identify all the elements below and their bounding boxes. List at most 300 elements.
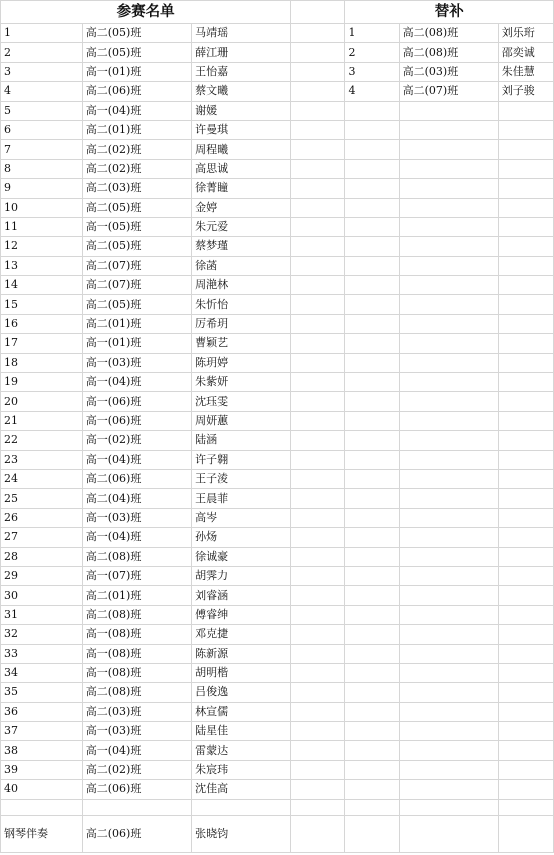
table-row (1, 256, 554, 275)
blank-cell (498, 683, 553, 702)
blank-cell (291, 217, 345, 236)
participant-number: 20 (1, 392, 83, 411)
blank-cell (498, 663, 553, 682)
participant-name: 沈珏雯 (192, 392, 291, 411)
blank-cell (498, 373, 553, 392)
participant-class: 高二(02)班 (82, 760, 191, 779)
blank-cell (399, 334, 498, 353)
participant-name: 徐诚豪 (192, 547, 291, 566)
blank-cell (345, 256, 399, 275)
blank-cell (345, 508, 399, 527)
blank-cell (498, 353, 553, 372)
blank-cell (399, 760, 498, 779)
blank-cell (345, 276, 399, 295)
participant-number: 35 (1, 683, 83, 702)
participant-name: 陈新源 (192, 644, 291, 663)
blank-cell (498, 411, 553, 430)
blank-cell (291, 469, 345, 488)
participant-number: 36 (1, 702, 83, 721)
blank-cell (399, 780, 498, 799)
blank-cell (399, 644, 498, 663)
blank-cell (345, 159, 399, 178)
blank-cell (291, 799, 345, 815)
participant-name: 高岑 (192, 508, 291, 527)
blank-cell (1, 799, 83, 815)
table-row (1, 722, 554, 741)
blank-cell (291, 62, 345, 81)
blank-cell (291, 489, 345, 508)
blank-cell (291, 276, 345, 295)
table-row (1, 334, 554, 353)
blank-cell (345, 605, 399, 624)
participant-number: 26 (1, 508, 83, 527)
participant-class: 高一(01)班 (82, 334, 191, 353)
table-row (1, 528, 554, 547)
blank-cell (399, 469, 498, 488)
blank-cell (498, 276, 553, 295)
participant-number: 38 (1, 741, 83, 760)
participant-name: 谢媛 (192, 101, 291, 120)
blank-cell (345, 644, 399, 663)
blank-cell (291, 586, 345, 605)
participant-class: 高二(08)班 (82, 605, 191, 624)
blank-cell (192, 799, 291, 815)
blank-cell (291, 780, 345, 799)
participant-name: 孙炀 (192, 528, 291, 547)
participant-name: 陆涵 (192, 431, 291, 450)
substitute-name: 邵奕诚 (498, 43, 553, 62)
blank-cell (399, 722, 498, 741)
participant-class: 高一(08)班 (82, 625, 191, 644)
participant-name: 马靖瑶 (192, 24, 291, 43)
table-row (1, 295, 554, 314)
participant-number: 28 (1, 547, 83, 566)
blank-cell (291, 815, 345, 852)
participant-class: 高二(06)班 (82, 780, 191, 799)
blank-cell (291, 120, 345, 139)
table-row (1, 547, 554, 566)
participant-number: 19 (1, 373, 83, 392)
blank-cell (291, 82, 345, 101)
blank-cell (498, 760, 553, 779)
blank-cell (291, 314, 345, 333)
blank-cell (498, 101, 553, 120)
participant-number: 25 (1, 489, 83, 508)
header-row (1, 1, 554, 24)
table-row (1, 780, 554, 799)
participant-number: 18 (1, 353, 83, 372)
blank-cell (291, 198, 345, 217)
blank-cell (291, 411, 345, 430)
blank-cell (498, 722, 553, 741)
blank-cell (498, 295, 553, 314)
blank-cell (291, 683, 345, 702)
table-row (1, 760, 554, 779)
blank-cell (498, 179, 553, 198)
participant-class: 高一(08)班 (82, 644, 191, 663)
blank-cell (399, 159, 498, 178)
participant-number: 3 (1, 62, 83, 81)
blank-cell (291, 644, 345, 663)
participant-number: 32 (1, 625, 83, 644)
blank-cell (291, 702, 345, 721)
blank-cell (399, 198, 498, 217)
participant-name: 徐菡 (192, 256, 291, 275)
participant-class: 高二(08)班 (82, 547, 191, 566)
participant-name: 朱忻怡 (192, 295, 291, 314)
participant-class: 高二(06)班 (82, 82, 191, 101)
blank-cell (498, 625, 553, 644)
blank-cell (291, 625, 345, 644)
table-row (1, 741, 554, 760)
blank-cell (291, 508, 345, 527)
table-row (1, 392, 554, 411)
blank-cell (345, 586, 399, 605)
blank-cell (345, 334, 399, 353)
blank-cell (345, 663, 399, 682)
blank-cell (399, 528, 498, 547)
blank-cell (345, 353, 399, 372)
participant-name: 蔡梦瑾 (192, 237, 291, 256)
participant-number: 31 (1, 605, 83, 624)
participant-name: 朱宸玮 (192, 760, 291, 779)
blank-cell (399, 566, 498, 585)
participant-class: 高一(03)班 (82, 353, 191, 372)
table-row (1, 508, 554, 527)
blank-cell (399, 702, 498, 721)
blank-cell (291, 334, 345, 353)
blank-cell (498, 780, 553, 799)
blank-cell (345, 625, 399, 644)
participant-name: 王子淩 (192, 469, 291, 488)
participant-name: 周程曦 (192, 140, 291, 159)
blank-cell (291, 605, 345, 624)
participant-name: 邓克捷 (192, 625, 291, 644)
participant-class: 高一(07)班 (82, 566, 191, 585)
blank-cell (345, 702, 399, 721)
blank-cell (291, 179, 345, 198)
table-row (1, 644, 554, 663)
table-row (1, 62, 554, 81)
participant-number: 23 (1, 450, 83, 469)
blank-cell (399, 120, 498, 139)
blank-cell (399, 431, 498, 450)
participant-number: 5 (1, 101, 83, 120)
participant-class: 高一(08)班 (82, 663, 191, 682)
participant-number: 10 (1, 198, 83, 217)
blank-cell (345, 237, 399, 256)
substitute-class: 高二(08)班 (399, 43, 498, 62)
blank-cell (498, 508, 553, 527)
participant-name: 陈玥婷 (192, 353, 291, 372)
table-row (1, 101, 554, 120)
blank-cell (399, 217, 498, 236)
blank-cell (291, 431, 345, 450)
blank-cell (291, 1, 345, 24)
participant-number: 9 (1, 179, 83, 198)
table-row (1, 276, 554, 295)
blank-cell (399, 489, 498, 508)
blank-cell (399, 547, 498, 566)
participant-class: 高一(04)班 (82, 373, 191, 392)
participant-class: 高二(06)班 (82, 469, 191, 488)
blank-cell (399, 605, 498, 624)
blank-cell (399, 353, 498, 372)
participant-name: 高思诚 (192, 159, 291, 178)
participant-number: 14 (1, 276, 83, 295)
table-row (1, 489, 554, 508)
blank-cell (498, 566, 553, 585)
participant-name: 薛江珊 (192, 43, 291, 62)
participant-name: 周滟林 (192, 276, 291, 295)
blank-cell (345, 198, 399, 217)
blank-cell (498, 198, 553, 217)
blank-cell (399, 799, 498, 815)
participant-number: 4 (1, 82, 83, 101)
substitutes-title: 替补 (345, 1, 554, 24)
blank-cell (498, 256, 553, 275)
participant-name: 林宣儒 (192, 702, 291, 721)
participant-name: 蔡文曦 (192, 82, 291, 101)
spacer-row (1, 799, 554, 815)
blank-cell (345, 489, 399, 508)
blank-cell (498, 140, 553, 159)
participant-class: 高二(04)班 (82, 489, 191, 508)
blank-cell (399, 237, 498, 256)
participant-name: 傅睿绅 (192, 605, 291, 624)
blank-cell (291, 528, 345, 547)
blank-cell (498, 431, 553, 450)
participant-number: 34 (1, 663, 83, 682)
participant-class: 高二(05)班 (82, 24, 191, 43)
blank-cell (291, 741, 345, 760)
blank-cell (498, 528, 553, 547)
participant-name: 金婷 (192, 198, 291, 217)
blank-cell (345, 760, 399, 779)
blank-cell (291, 663, 345, 682)
blank-cell (291, 566, 345, 585)
blank-cell (399, 179, 498, 198)
blank-cell (399, 101, 498, 120)
participant-class: 高二(02)班 (82, 159, 191, 178)
blank-cell (345, 741, 399, 760)
table-row (1, 373, 554, 392)
blank-cell (399, 140, 498, 159)
table-row (1, 586, 554, 605)
blank-cell (345, 722, 399, 741)
blank-cell (498, 644, 553, 663)
participants-title: 参赛名单 (1, 1, 291, 24)
blank-cell (498, 120, 553, 139)
participant-class: 高二(08)班 (82, 683, 191, 702)
table-row (1, 217, 554, 236)
participant-number: 21 (1, 411, 83, 430)
substitute-number: 2 (345, 43, 399, 62)
participant-name: 许曼琪 (192, 120, 291, 139)
blank-cell (345, 314, 399, 333)
participant-number: 7 (1, 140, 83, 159)
participant-class: 高二(05)班 (82, 43, 191, 62)
blank-cell (82, 799, 191, 815)
blank-cell (291, 722, 345, 741)
participant-name: 胡明楷 (192, 663, 291, 682)
blank-cell (345, 815, 399, 852)
participant-class: 高二(03)班 (82, 702, 191, 721)
participant-number: 37 (1, 722, 83, 741)
blank-cell (291, 373, 345, 392)
participant-name: 吕俊逸 (192, 683, 291, 702)
blank-cell (399, 815, 498, 852)
participant-name: 沈佳高 (192, 780, 291, 799)
participant-class: 高一(04)班 (82, 450, 191, 469)
participant-number: 6 (1, 120, 83, 139)
participant-name: 陆星佳 (192, 722, 291, 741)
blank-cell (498, 237, 553, 256)
blank-cell (498, 159, 553, 178)
blank-cell (498, 314, 553, 333)
table-row (1, 431, 554, 450)
blank-cell (291, 760, 345, 779)
blank-cell (291, 256, 345, 275)
substitute-class: 高二(08)班 (399, 24, 498, 43)
participant-class: 高一(05)班 (82, 217, 191, 236)
substitute-number: 1 (345, 24, 399, 43)
blank-cell (399, 663, 498, 682)
table-row (1, 82, 554, 101)
blank-cell (345, 528, 399, 547)
blank-cell (345, 799, 399, 815)
blank-cell (345, 295, 399, 314)
blank-cell (498, 799, 553, 815)
accompanist-class: 高二(06)班 (82, 815, 191, 852)
blank-cell (399, 450, 498, 469)
participant-class: 高二(05)班 (82, 198, 191, 217)
blank-cell (345, 547, 399, 566)
blank-cell (291, 24, 345, 43)
table-row (1, 120, 554, 139)
table-row (1, 237, 554, 256)
participant-number: 8 (1, 159, 83, 178)
participant-name: 胡霁力 (192, 566, 291, 585)
participant-name: 朱元爱 (192, 217, 291, 236)
participant-number: 12 (1, 237, 83, 256)
blank-cell (498, 702, 553, 721)
table-row (1, 179, 554, 198)
blank-cell (498, 741, 553, 760)
blank-cell (498, 547, 553, 566)
blank-cell (399, 625, 498, 644)
participant-class: 高一(04)班 (82, 528, 191, 547)
blank-cell (498, 450, 553, 469)
substitute-number: 4 (345, 82, 399, 101)
participant-class: 高二(05)班 (82, 237, 191, 256)
table-row (1, 314, 554, 333)
table-row (1, 625, 554, 644)
participant-class: 高一(02)班 (82, 431, 191, 450)
blank-cell (291, 43, 345, 62)
participant-class: 高二(01)班 (82, 120, 191, 139)
table-row (1, 663, 554, 682)
blank-cell (399, 314, 498, 333)
participant-class: 高二(01)班 (82, 586, 191, 605)
blank-cell (498, 334, 553, 353)
blank-cell (345, 566, 399, 585)
blank-cell (291, 159, 345, 178)
participant-number: 29 (1, 566, 83, 585)
participant-class: 高二(07)班 (82, 256, 191, 275)
blank-cell (345, 373, 399, 392)
table-row (1, 159, 554, 178)
blank-cell (345, 120, 399, 139)
blank-cell (345, 683, 399, 702)
blank-cell (399, 411, 498, 430)
table-row (1, 702, 554, 721)
participant-name: 许子翱 (192, 450, 291, 469)
blank-cell (345, 780, 399, 799)
blank-cell (291, 392, 345, 411)
participant-name: 周妍蕙 (192, 411, 291, 430)
participant-number: 30 (1, 586, 83, 605)
accompanist-name: 张晓钧 (192, 815, 291, 852)
blank-cell (399, 295, 498, 314)
table-row (1, 683, 554, 702)
table-row (1, 43, 554, 62)
participant-number: 22 (1, 431, 83, 450)
participant-class: 高一(04)班 (82, 101, 191, 120)
blank-cell (345, 179, 399, 198)
blank-cell (345, 469, 399, 488)
blank-cell (345, 140, 399, 159)
participant-class: 高二(03)班 (82, 179, 191, 198)
blank-cell (291, 295, 345, 314)
blank-cell (399, 392, 498, 411)
participant-number: 33 (1, 644, 83, 663)
table-row (1, 605, 554, 624)
participant-name: 王晨菲 (192, 489, 291, 508)
substitute-class: 高二(07)班 (399, 82, 498, 101)
blank-cell (291, 101, 345, 120)
participant-class: 高二(02)班 (82, 140, 191, 159)
substitute-class: 高二(03)班 (399, 62, 498, 81)
blank-cell (498, 815, 553, 852)
blank-cell (291, 140, 345, 159)
accompanist-role: 钢琴伴奏 (1, 815, 83, 852)
substitute-name: 刘乐珩 (498, 24, 553, 43)
participant-number: 2 (1, 43, 83, 62)
blank-cell (291, 353, 345, 372)
participant-name: 王怡嘉 (192, 62, 291, 81)
blank-cell (399, 586, 498, 605)
blank-cell (498, 605, 553, 624)
participant-class: 高二(07)班 (82, 276, 191, 295)
blank-cell (498, 469, 553, 488)
blank-cell (399, 256, 498, 275)
participant-number: 27 (1, 528, 83, 547)
participant-number: 24 (1, 469, 83, 488)
table-row (1, 353, 554, 372)
blank-cell (345, 392, 399, 411)
participant-class: 高一(06)班 (82, 411, 191, 430)
blank-cell (399, 683, 498, 702)
participant-name: 朱紫妍 (192, 373, 291, 392)
blank-cell (291, 450, 345, 469)
substitute-name: 刘子骏 (498, 82, 553, 101)
participant-class: 高二(01)班 (82, 314, 191, 333)
substitute-number: 3 (345, 62, 399, 81)
participant-class: 高一(03)班 (82, 722, 191, 741)
participant-number: 16 (1, 314, 83, 333)
table-row (1, 140, 554, 159)
